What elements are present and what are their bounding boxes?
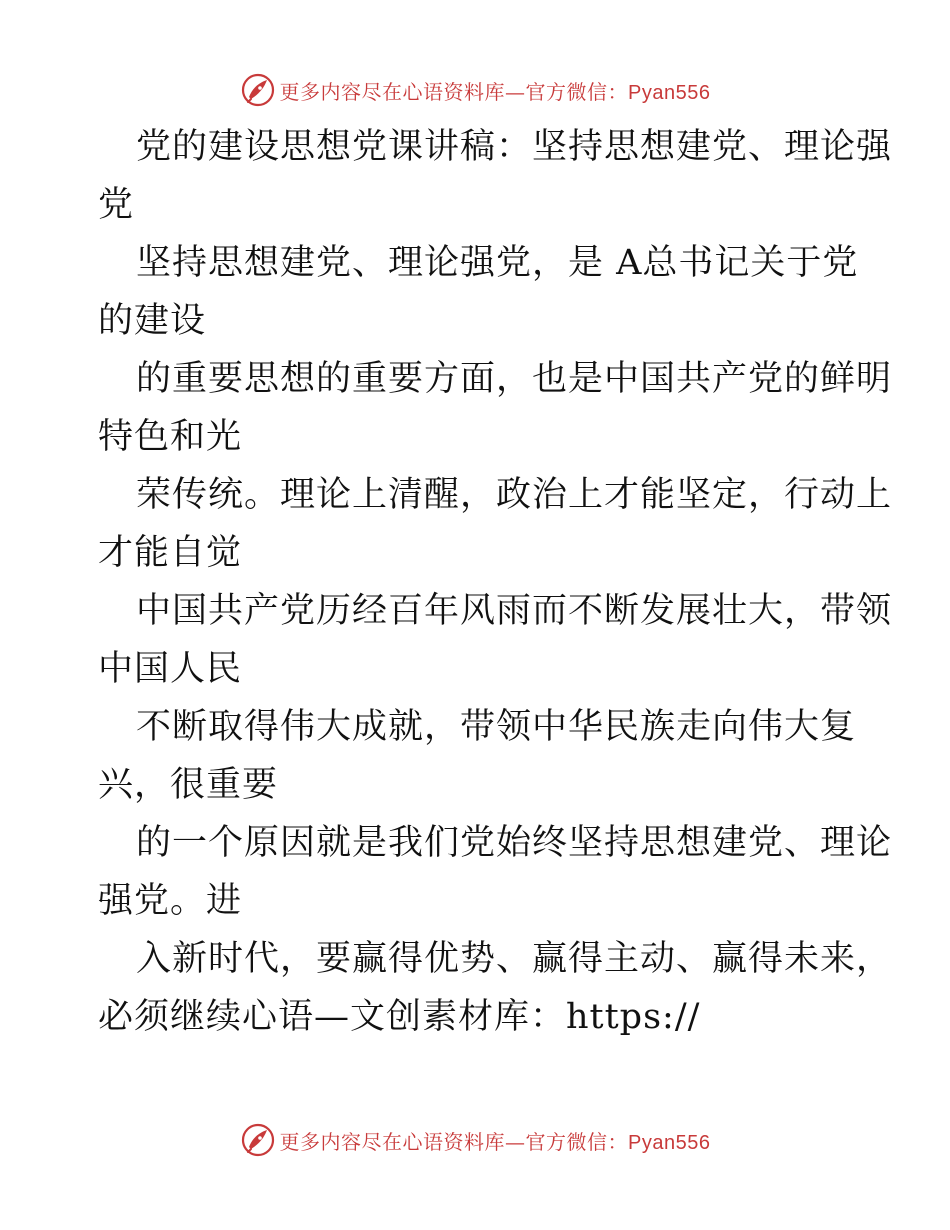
header-watermark-text (280, 76, 711, 105)
paragraph-line: 中国共产党历经百年风雨而不断发展壮大，带领 (136, 591, 893, 631)
paragraph-line: 强党。进 (98, 881, 243, 921)
document-body (98, 118, 893, 1046)
pen-nib-logo-icon (240, 1122, 276, 1158)
paragraph-line: 党的建设思想党课讲稿：坚持思想建党、理论强 (136, 127, 893, 167)
pen-nib-logo-icon (240, 72, 276, 108)
paragraph-line: 不断取得伟大成就，带领中华民族走向伟大复 (136, 707, 857, 747)
paragraph-line: 特色和光 (98, 417, 243, 457)
paragraph-line: 兴，很重要 (98, 765, 279, 805)
page-footer-watermark (0, 1120, 950, 1160)
paragraph-line: 入新时代，要赢得优势、赢得主动、赢得未来， (136, 939, 893, 979)
paragraph-line: 的一个原因就是我们党始终坚持思想建党、理论 (136, 823, 893, 863)
footer-wechat-label: 官方微信： (525, 1129, 629, 1154)
paragraph-line: 的重要思想的重要方面，也是中国共产党的鲜明 (136, 359, 893, 399)
header-wechat-id: Pyan556 (628, 81, 711, 104)
header-watermark-dash: — (505, 79, 526, 104)
paragraph-line: 中国人民 (98, 649, 243, 689)
header-wechat-label: 官方微信： (525, 79, 629, 104)
footer-watermark-dash: — (505, 1129, 526, 1154)
footer-watermark-brand: 更多内容尽在心语资料库 (279, 1129, 506, 1154)
paragraph-line: 荣传统。理论上清醒，政治上才能坚定，行动上 (136, 475, 893, 515)
paragraph-line: 必须继续心语—文创素材库：https:// (98, 997, 701, 1037)
footer-watermark-text (280, 1126, 711, 1155)
header-watermark-brand: 更多内容尽在心语资料库 (279, 79, 506, 104)
footer-wechat-id: Pyan556 (628, 1131, 711, 1154)
paragraph-line: 的建设 (98, 301, 207, 341)
page-header-watermark (0, 70, 950, 110)
paragraph-line: 坚持思想建党、理论强党，是 A总书记关于党 (136, 243, 859, 283)
paragraph-line: 党 (98, 185, 135, 225)
paragraph-line: 才能自觉 (98, 533, 243, 573)
